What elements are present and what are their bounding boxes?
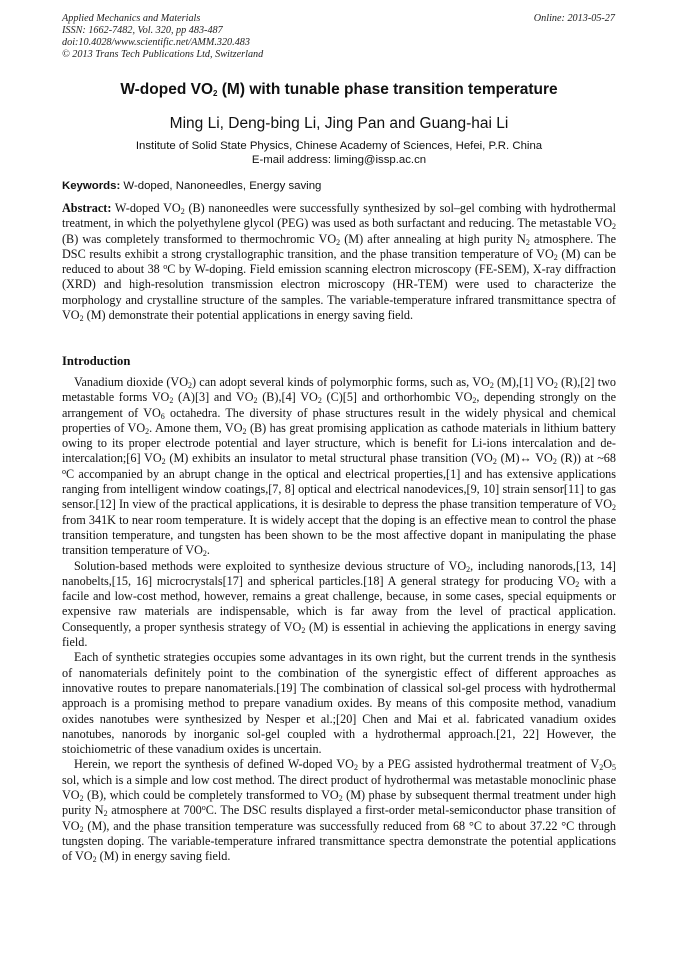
- paragraph: Solution-based methods were exploited to synthesize devious structure of $VO_2$, including nanorods,[13, 14] nanobelts,[15, 16] microcrystals[17] and spherical particles.[18] A general strategy for producing $VO_2$ with a facile and low-cost method, however, remains a great challenge, because, in some cases, special equipments or expensive raw materials are indispensable, which is far away from the level of practical application. Consequently, a proper synthesis strategy of $VO_2$ (M) is essential in achieving the applications in energy saving field.: [62, 558, 616, 650]
- paper-title: W-doped $VO_2$ (M) with tunable phase transition temperature: [120, 81, 558, 98]
- doi-line: doi:10.4028/www.scientific.net/AMM.320.483: [62, 37, 250, 48]
- section-heading-introduction: Introduction: [62, 354, 131, 368]
- journal-header: [62, 13, 615, 61]
- journal-name: Applied Mechanics and Materials: [62, 13, 201, 24]
- paragraph: Vanadium dioxide $(VO_2)$ can adopt several kinds of polymorphic forms, such as, $VO_2$ (M),[1] $VO_2$ (R),[2] two metastable forms $VO_2$ (A)[3] and $VO_2$ (B),[4] $VO_2$ (C)[5] and orthorhombic $VO_2$, depending strongly on the arrangement of $VO_6$ octahedra. The diversity of phase structures result in the widely physical and chemical properties of $VO_2$. Amone them, $VO_2$ (B) has great promising application as cathode materials in lithium battery owing to its proper electrode potential and layer structure, which is benefit for Li-ions intercalation and de-intercalation;[6] $VO_2$ (M) exhibits an insulator to metal structural phase transition ($VO_2$ (M)↔ $VO_2$ (R)) at ~68 $^o$C accompanied by an abrupt change in the optical and electrical properties,[1] and has extensive applications ranging from intelligent window coatings,[7, 8] optical and electrical nanodevices,[9, 10] strain sensor[11] to gas sensor.[12] In view of the practical applications, it is desirable to depress the phase transition temperature of $VO_2$ from 341K to near room temperature. It is widely accept that the doping is an effective mean to control the phase transition temperature, and tungsten has been shown to be the most affective dopant in manipulating the phase transition temperature of $VO_2$.: [62, 375, 616, 559]
- affiliation-block: [0, 140, 678, 167]
- online-date: Online: 2013-05-27: [533, 13, 615, 24]
- email-address: E-mail address: liming@issp.ac.cn: [251, 153, 427, 166]
- keywords: Keywords: W-doped, Nanoneedles, Energy saving: [62, 180, 322, 192]
- copyright-line: © 2013 Trans Tech Publications Ltd, Switzerland: [62, 49, 264, 60]
- author-list: Ming Li, Deng-bing Li, Jing Pan and Guang-hai Li: [169, 115, 509, 132]
- affiliation: Institute of Solid State Physics, Chinese Academy of Sciences, Hefei, P.R. China: [135, 140, 543, 152]
- paragraph: Herein, we report the synthesis of defined W-doped $VO_2$ by a PEG assisted hydrothermal treatment of $V_2O_5$ sol, which is a simple and low cost method. The direct product of hydrothermal was metastable monoclinic phase $VO_2$ (B), which could be completely transformed to $VO_2$ (M) phase by subsequent thermal treatment under high purity $N_2$ atmosphere at 700$^o$C. The DSC results displayed a first-order metal-semiconductor phase transition of $VO_2$ (M), and the phase transition temperature was successfully reduced from 68 °C to about 37.22 °C through tungsten doping. The variable-temperature infrared transmittance spectra demonstrate the potential applications of $VO_2$ (M) in energy saving field.: [62, 757, 616, 865]
- paragraph: Each of synthetic strategies occupies some advantages in its own right, but the current trends in the synthesis of nanomaterials definitely point to the combination of the synergistic effect of different approaches as innovative routes to prepare nanomaterials.[19] The combination of classical sol-gel process with hydrothermal approach is a promising method to prepare vanadium oxides. By means of this composite method, vanadium oxides nanotubes were synthesized by Nesper et al.;[20] Chen and Mai et al. fabricated vanadium oxides nanotubes, nanorods by inorganic sol-gel coupled with a hydrothermal approach.[21, 22] However, the stoichiometric of these vanadium oxides is uncertain.: [62, 650, 616, 757]
- issn-line: ISSN: 1662-7482, Vol. 320, pp 483-487: [62, 25, 223, 36]
- abstract: Abstract: W-doped $VO_2$ (B) nanoneedles were successfully synthesized by sol–gel combing with hydrothermal treatment, in which the polyethylene glycol (PEG) was used as both surfactant and reducing. The metastable $VO_2$ (B) was completely transformed to thermochromic $VO_2$ (M) after annealing at high purity $N_2$ atmosphere. The DSC results exhibit a strong crystallographic transition, and the phase transition temperature of $VO_2$ (M) can be reduced to about 38 $^o$C by W-doping. Field emission scanning electron microscopy (FE-SEM), X-ray diffraction (XRD) and high-resolution transmission electron microscopy (HR-TEM) were used to characterize the morphology and crystalline structure of the samples. The variable-temperature infrared transmittance spectra of $VO_2$ (M) demonstrate their potential applications in energy saving field.: [62, 201, 617, 324]
- introduction-text: [62, 375, 616, 865]
